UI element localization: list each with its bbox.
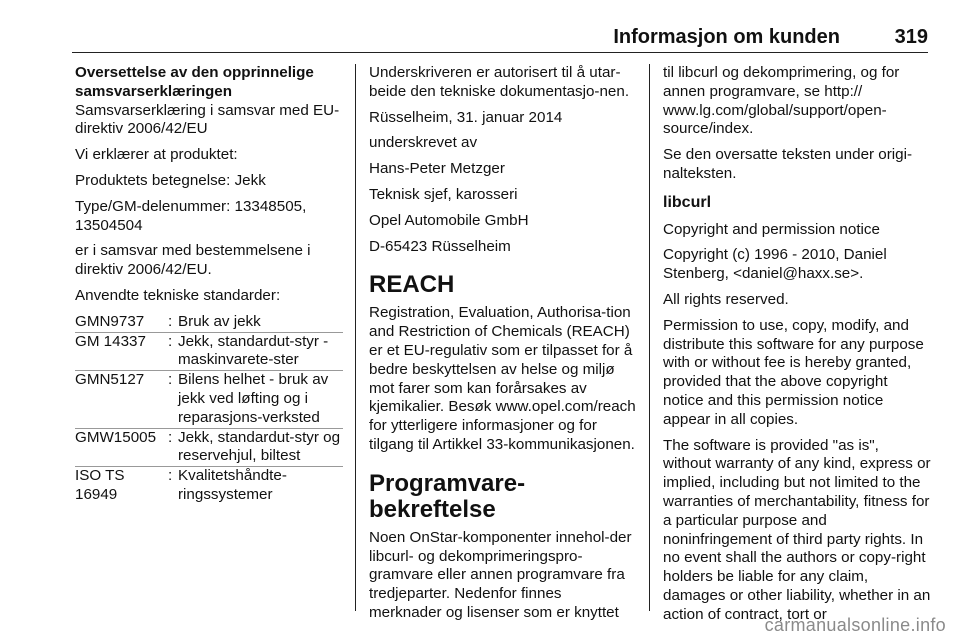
table-row: [75, 428, 343, 467]
separator: :: [168, 467, 178, 505]
column-middle: [369, 64, 637, 630]
paragraph: Se den oversatte teksten under origi-nalteksten.: [663, 146, 913, 182]
paragraph: Copyright (c) 1996 - 2010, Daniel Stenberg, <daniel@haxx.se>.: [663, 246, 887, 283]
paragraph: Hans-Peter Metzger: [369, 160, 505, 178]
paragraph: Noen OnStar-komponenter innehol-der libcurl- og dekomprimeringspro-gramvare eller annen programvare fra tredjeparter. Nedenfor finnes merknader og lisenser som er knyttet: [369, 528, 632, 621]
paragraph: underskrevet av: [369, 134, 478, 152]
paragraph: Registration, Evaluation, Authorisa-tion and Restriction of Chemicals (REACH) er et EU-regulativ som er tilpasset for å bedre beskyttelsen av helse og miljø mot farer som kan forårsakes av kjemikalier. Besøk www.opel.com/reach for ytterligere informasjoner og for tilgang til Artikkel 33-kommunikasjonen.: [369, 304, 636, 453]
standard-code: GMN5127: [75, 371, 168, 428]
reach-heading: REACH: [369, 271, 455, 299]
standard-code: GMN9737: [75, 312, 145, 330]
paragraph: Opel Automobile GmbH: [369, 211, 529, 229]
section-title: Informasjon om kunden: [613, 26, 840, 48]
paragraph: Vi erklærer at produktet:: [75, 146, 238, 164]
software-heading: Programvare-bekreftelse: [369, 469, 526, 523]
paragraph: D-65423 Rüsselheim: [369, 237, 511, 255]
paragraph: til libcurl og dekomprimering, og for annen programvare, se http:// www.lg.com/global/support/open-source/index.: [663, 64, 900, 138]
separator: :: [168, 371, 178, 428]
separator: :: [168, 312, 173, 330]
paragraph: Permission to use, copy, modify, and distribute this software for any purpose with or without fee is hereby granted, provided that the above copyright notice and this permission notice appear in all copies.: [663, 316, 924, 428]
paragraph: er i samsvar med bestemmelsene i direktiv 2006/42/EU.: [75, 242, 311, 279]
standard-code: ISO TS 16949: [75, 467, 168, 505]
standard-description: Jekk, standardut-styr - maskinvarete-ster: [178, 332, 343, 371]
standard-description: Bilens helhet - bruk av jekk ved løfting og i reparasjons-verksted: [178, 371, 343, 428]
table-row: [75, 313, 343, 332]
separator: :: [168, 332, 178, 371]
column-divider: [649, 64, 650, 611]
paragraph: Produktets betegnelse: Jekk: [75, 171, 266, 189]
paragraph: Teknisk sjef, karosseri: [369, 185, 518, 203]
page-header: [72, 26, 928, 53]
column-divider: [355, 64, 356, 611]
paragraph: Underskriveren er autorisert til å utar-beide den tekniske dokumentasjo-nen.: [369, 64, 630, 100]
standard-code: GM 14337: [75, 332, 168, 371]
column-left: [75, 64, 343, 505]
column-right: [663, 64, 931, 632]
standard-description: Kvalitetshåndte-ringssystemer: [178, 467, 343, 505]
watermark-text: carmanualsonline.info: [764, 615, 946, 635]
standards-table: [75, 313, 343, 505]
paragraph: The software is provided "as is", without warranty of any kind, express or implied, including but not limited to the warranties of merchantability, fitness for a particular purpose and noninfringement of third party rights. In no event shall the authors or copy-right holders be liable for any claim, damages or other liability, whether in an action of contract, tort or: [663, 436, 931, 623]
standard-description: Jekk, standardut-styr og reservehjul, biltest: [178, 428, 343, 467]
table-row: [75, 332, 343, 371]
paragraph: Anvendte tekniske standarder:: [75, 286, 281, 304]
paragraph: Type/GM-delenummer: 13348505, 13504504: [75, 197, 307, 234]
paragraph: All rights reserved.: [663, 290, 789, 308]
standard-description: Bruk av jekk: [178, 312, 261, 330]
paragraph: Samsvarserklæring i samsvar med EU-direktiv 2006/42/EU: [75, 101, 340, 138]
standard-code: GMW15005: [75, 428, 168, 467]
table-row: [75, 467, 343, 505]
libcurl-heading: libcurl: [663, 193, 712, 211]
paragraph: Rüsselheim, 31. januar 2014: [369, 108, 563, 126]
declaration-heading: Oversettelse av den opprinnelige samsvarserklæringen: [75, 64, 314, 100]
table-row: [75, 371, 343, 428]
page-number: 319: [894, 26, 928, 48]
paragraph: Copyright and permission notice: [663, 220, 880, 238]
separator: :: [168, 428, 178, 467]
